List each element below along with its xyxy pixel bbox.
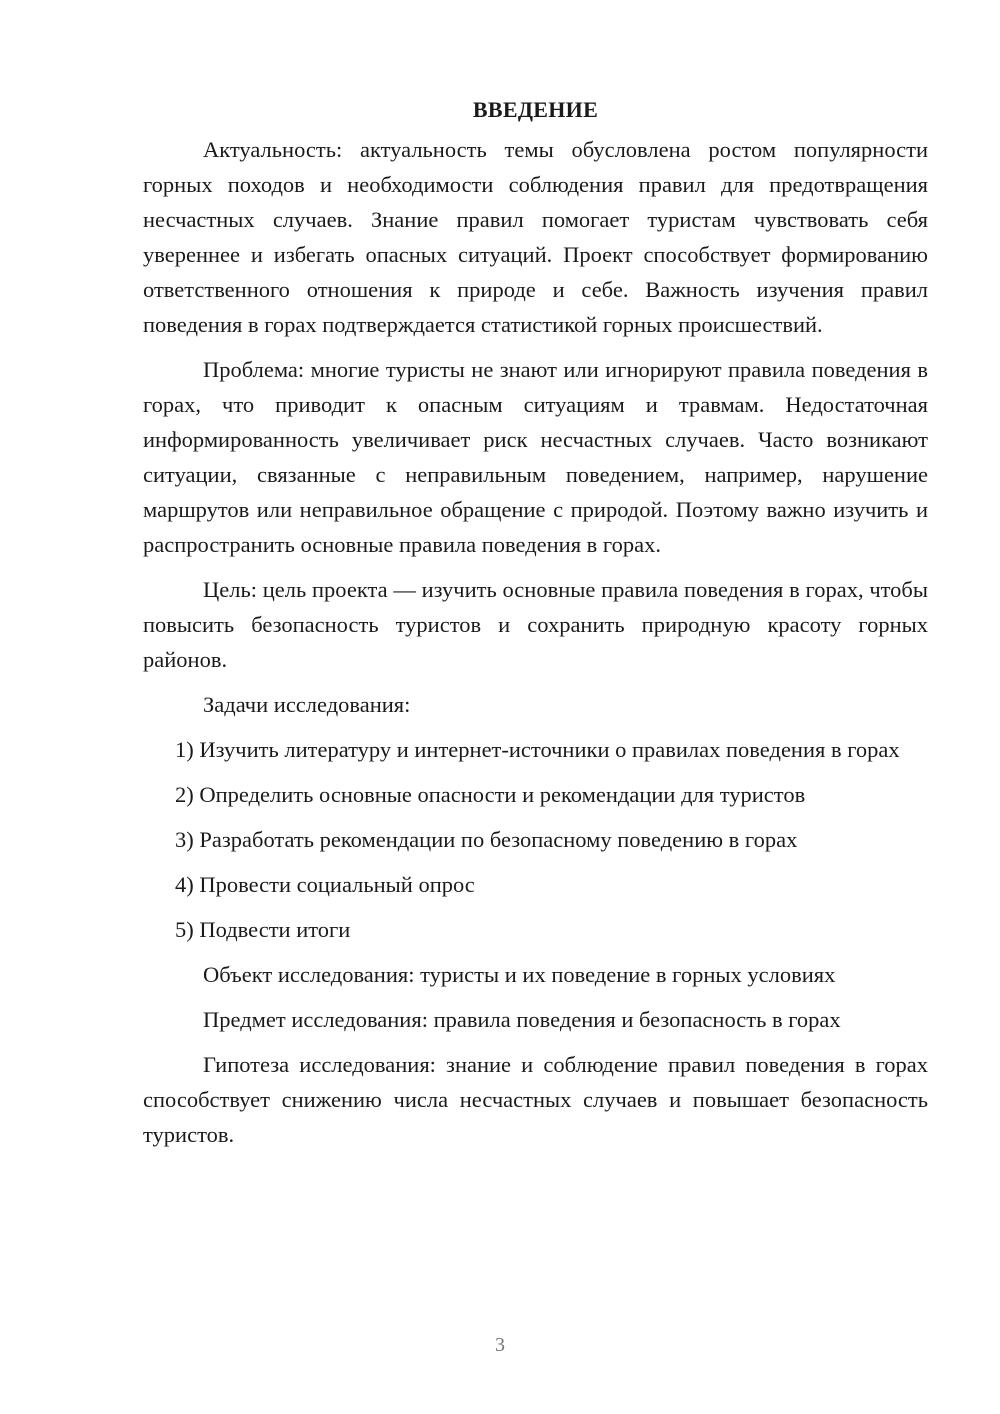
page-number: 3 [495,1334,505,1356]
hypothesis-paragraph: Гипотеза исследования: знание и соблюдение правил поведения в горах способствует снижению числа несчастных случаев и повышает безопасность туристов. [143,1052,928,1147]
list-item: 1) Изучить литературу и интернет-источники о правилах поведения в горах [175,737,900,762]
list-item: 3) Разработать рекомендации по безопасному поведению в горах [175,827,798,852]
subject-paragraph: Предмет исследования: правила поведения и безопасность в горах [203,1007,841,1032]
list-item: 2) Определить основные опасности и рекомендации для туристов [175,782,806,807]
section-heading: ВВЕДЕНИЕ [472,97,599,122]
goal-paragraph: Цель: цель проекта — изучить основные правила поведения в горах, чтобы повысить безопасность туристов и сохранить природную красоту горных районов. [143,577,928,672]
list-item: 5) Подвести итоги [175,917,351,942]
relevance-paragraph: Актуальность: актуальность темы обусловлена ростом популярности горных походов и необходимости соблюдения правил для предотвращения несчастных случаев. Знание правил помогает туристам чувствовать себя увереннее и избегать опасных ситуаций. Проект способствует формированию ответственного отношения к природе и себе. Важность изучения правил поведения в горах подтверждается статистикой горных происшествий. [143,137,928,337]
object-paragraph: Объект исследования: туристы и их поведение в горных условиях [203,962,836,987]
document-page [143,92,928,1152]
tasks-title: Задачи исследования: [203,692,411,717]
list-item: 4) Провести социальный опрос [175,872,475,897]
problem-paragraph: Проблема: многие туристы не знают или игнорируют правила поведения в горах, что приводит к опасным ситуациям и травмам. Недостаточная информированность увеличивает риск несчастных случаев. Часто возникают ситуации, связанные с неправильным поведением, например, нарушение маршрутов или неправильное обращение с природой. Поэтому важно изучить и распространить основные правила поведения в горах. [143,357,928,557]
tasks-list [143,732,928,947]
